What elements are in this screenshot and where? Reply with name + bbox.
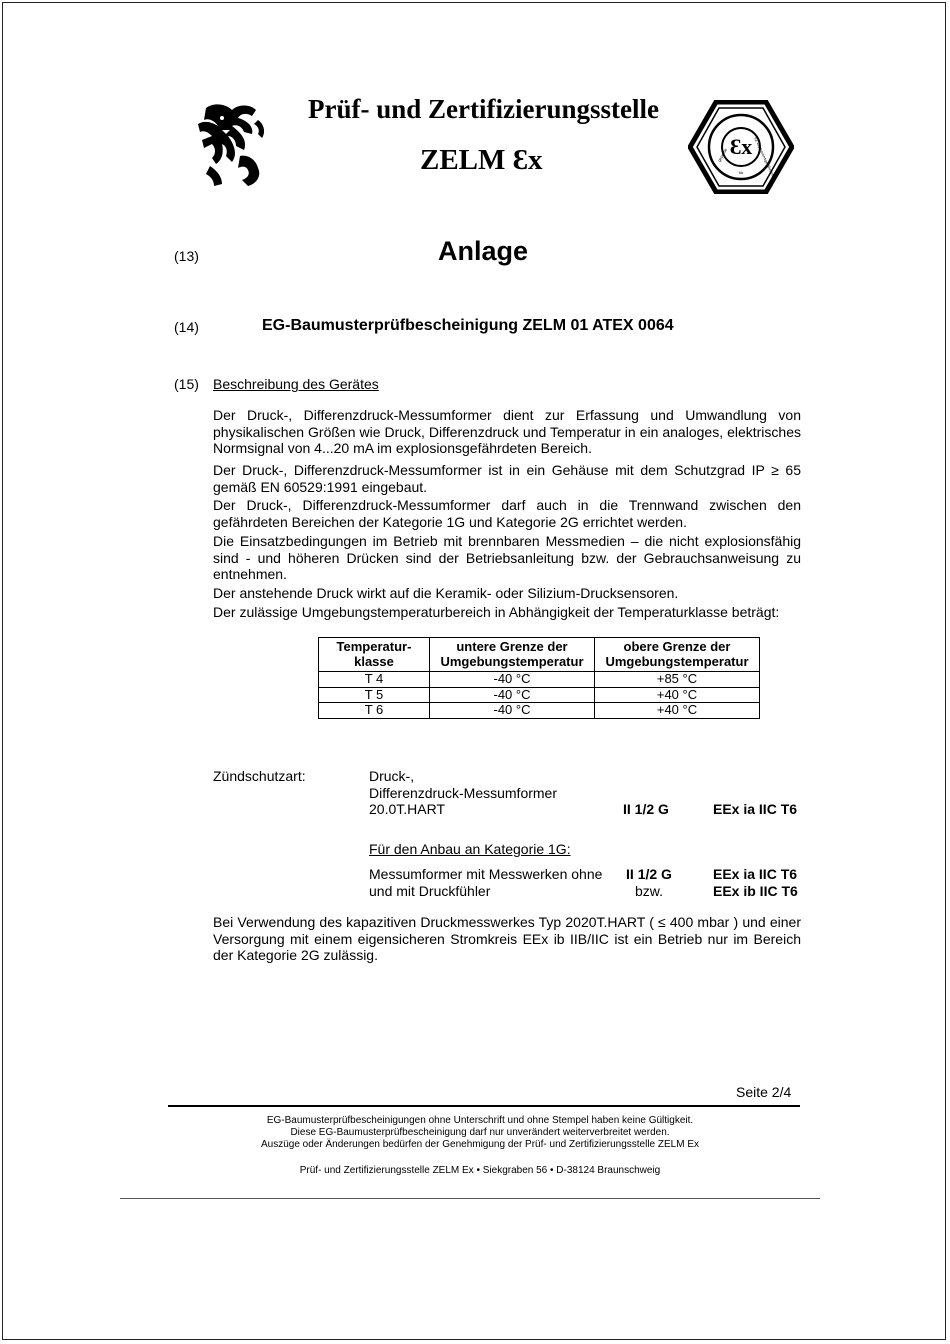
anbau-heading: Für den Anbau an Kategorie 1G:	[369, 841, 571, 857]
anbau-bzw: bzw.	[634, 882, 663, 899]
device-protection-code: EEx ia IIC T6	[713, 801, 798, 817]
table-cell: T 5	[319, 687, 430, 703]
header-line: Umgebungstemperatur	[605, 653, 749, 669]
certificate-title: EG-Baumusterprüfbescheinigung ZELM 01 ATEX 0064	[262, 317, 674, 334]
header-line: untere Grenze der	[456, 639, 568, 654]
anbau-line: Messumformer mit Messwerken ohne	[369, 866, 603, 882]
footer-note-1: EG-Baumusterprüfbescheinigungen ohne Unterschrift und ohne Stempel haben keine Gültigkeit.	[266, 1115, 694, 1126]
lion-logo-icon	[192, 100, 272, 190]
paragraph-temperature-range: Der zulässige Umgebungstemperaturbereich in Abhängigkeit der Temperaturklasse beträgt:	[213, 604, 780, 620]
device-line: 20.0T.HART	[369, 801, 445, 817]
org-title: Prüf- und Zertifizierungsstelle	[308, 94, 659, 124]
table-cell: +40 °C	[595, 687, 760, 703]
ex-mark: Ɛx	[512, 144, 543, 176]
org-name	[420, 144, 542, 177]
closing-paragraph: Bei Verwendung des kapazitiven Druckmesswerkes Typ 2020T.HART ( ≤ 400 mbar ) und einer Versorgung mit einem eigensicheren Stromkreis EEx ib IIB/IIC ist ein Betrieb nur im Bereich der Kategorie 2G zulässig.	[213, 914, 801, 963]
footer-divider	[168, 1105, 800, 1107]
header-line: obere Grenze der	[623, 639, 731, 654]
table-row	[319, 687, 760, 703]
seal-ex-letters: Ɛx	[729, 134, 753, 159]
header-temperature-class	[319, 638, 430, 672]
device-line: Differenzdruck-Messumformer	[369, 784, 558, 801]
table-cell: -40 °C	[430, 703, 595, 719]
table-cell: -40 °C	[430, 672, 595, 688]
section-heading: Beschreibung des Gerätes	[213, 376, 379, 392]
anbau-code: EEx ia IIC T6	[713, 866, 798, 882]
anbau-description	[369, 866, 602, 899]
section-marker-15: (15)	[174, 376, 199, 392]
header-line: Umgebungstemperatur	[440, 653, 584, 669]
footer-note-3: Auszüge oder Änderungen bedürfen der Genehmigung der Prüf- und Zertifizierungsstelle ZELM Ex	[260, 1139, 700, 1150]
device-category: II 1/2 G	[623, 801, 669, 817]
paragraph-conditions: Die Einsatzbedingungen im Betrieb mit brennbaren Messmedien – die nicht explosionsfähig sind - und höheren Drücken sind der Betriebsanleitung bzw. der Gebrauchsanweisung zu entnehmen.	[213, 533, 801, 582]
table-cell: T 4	[319, 672, 430, 688]
header-lower-limit	[430, 638, 595, 672]
seal-text-right: für explosionsgefährdete	[753, 136, 777, 179]
org-name-text: ZELM	[420, 144, 506, 176]
table-header-row	[319, 638, 760, 672]
footer-address: Prüf- und Zertifizierungsstelle ZELM Ex • Siekgraben 56 • D-38124 Braunschweig	[299, 1165, 661, 1176]
footer-note-2: Diese EG-Baumusterprüfbescheinigung darf nur unverändert weiterverbreitet werden.	[290, 1127, 670, 1138]
section-marker-14: (14)	[174, 319, 199, 335]
protection-label: Zündschutzart:	[213, 768, 306, 784]
anbau-code: EEx ib IIC T6	[713, 882, 798, 899]
page-title: Anlage	[438, 236, 529, 266]
table-cell: -40 °C	[430, 687, 595, 703]
section-marker-13: (13)	[174, 248, 199, 264]
page-number: Seite 2/4	[736, 1084, 792, 1100]
table-row	[319, 703, 760, 719]
paragraph-sensors: Der anstehende Druck wirkt auf die Keramik- oder Silizium-Drucksensoren.	[213, 585, 679, 601]
footer-bottom-divider	[120, 1198, 820, 1199]
seal-text-left: geprüfte	[716, 147, 729, 163]
ex-hexagon-seal-icon	[688, 100, 794, 194]
anbau-cat: II 1/2 G	[626, 866, 672, 882]
paragraph-housing: Der Druck-, Differenzdruck-Messumformer ist in ein Gehäuse mit dem Schutzgrad IP ≥ 65 gemäß EN 60529:1991 eingebaut.	[213, 462, 801, 495]
table-cell: T 6	[319, 703, 430, 719]
paragraph-purpose: Der Druck-, Differenzdruck-Messumformer dient zur Erfassung und Umwandlung von physikalischen Größen wie Druck, Differenzdruck und Temperatur in ein analoges, elektrisches Normsignal von 4...20 mA im explosionsgefährdeten Bereich.	[213, 407, 801, 456]
anbau-category	[623, 866, 675, 899]
paragraph-partition: Der Druck-, Differenzdruck-Messumformer darf auch in die Trennwand zwischen den gefährdeten Bereichen der Kategorie 1G und Kategorie 2G errichtet werden.	[213, 497, 801, 530]
anbau-line: und mit Druckfühler	[369, 882, 491, 899]
temperature-table	[318, 637, 760, 719]
table-row	[319, 672, 760, 688]
device-line: Druck-,	[369, 768, 415, 784]
header-upper-limit	[595, 638, 760, 672]
header-line: klasse	[354, 653, 394, 669]
seal-text-bottom: für	[738, 170, 744, 175]
anbau-protection-codes	[713, 866, 798, 899]
table-cell: +85 °C	[595, 672, 760, 688]
device-name	[369, 768, 557, 818]
header-line: Temperatur-	[336, 639, 412, 654]
table-cell: +40 °C	[595, 703, 760, 719]
